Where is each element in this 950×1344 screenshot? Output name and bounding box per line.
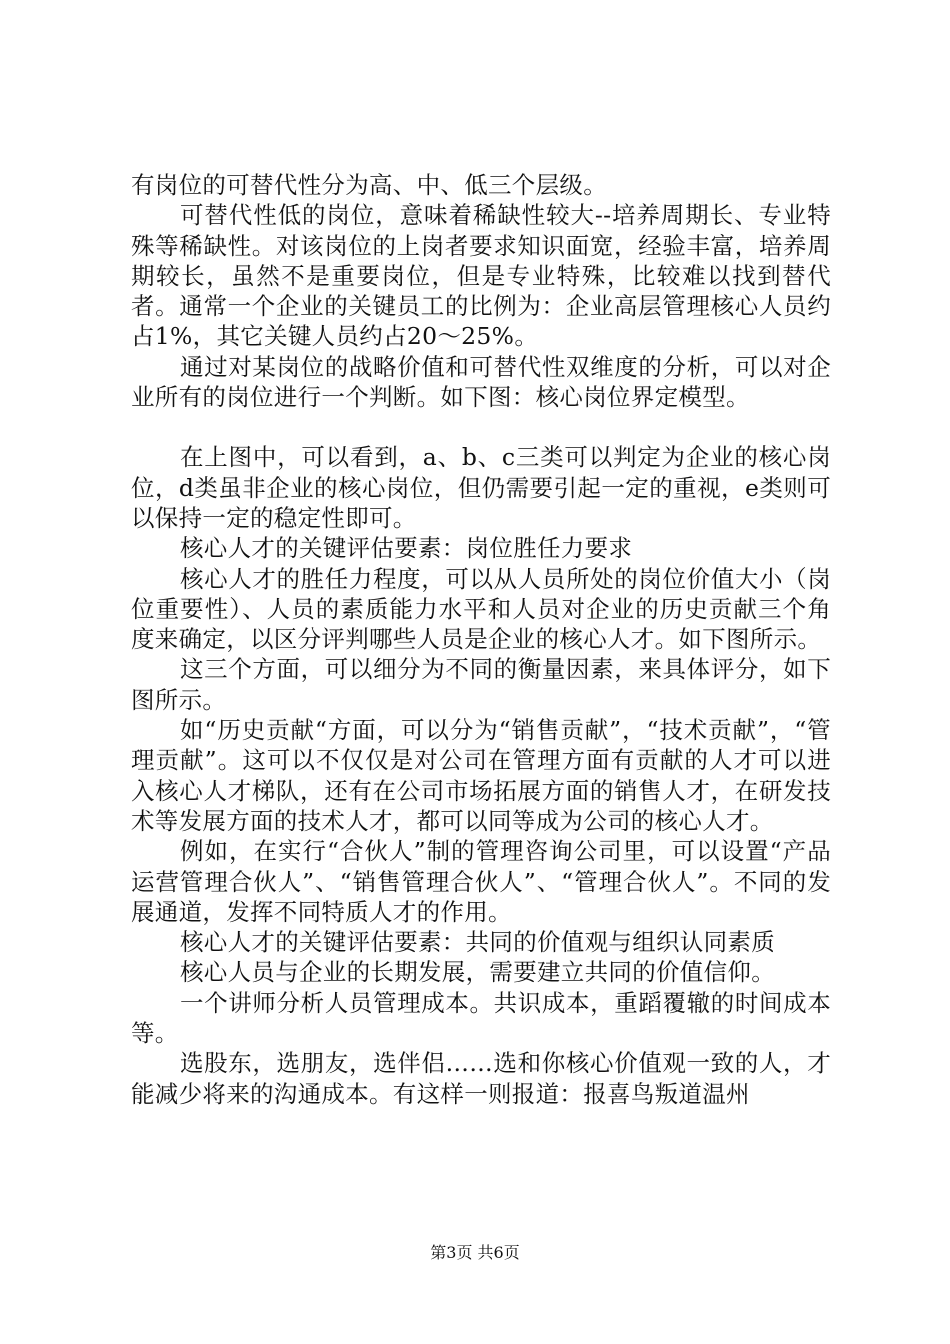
paragraph-8: 例如，在实行“合伙人”制的管理咨询公司里，可以设置“产品运营管理合伙人”、“销售管理合伙人”、“管理合伙人”。不同的发展通道，发挥不同特质人才的作用。 bbox=[131, 837, 831, 926]
section-heading-competency: 核心人才的关键评估要素：岗位胜任力要求 bbox=[180, 534, 633, 563]
section-heading-values: 核心人才的关键评估要素：共同的价值观与组织认同素质 bbox=[180, 928, 775, 957]
paragraph-7: 如“历史贡献“方面，可以分为“销售贡献”，“技术贡献”，“管理贡献”。这可以不仅仅是对公司在管理方面有贡献的人才可以进入核心人才梯队，还有在公司市场拓展方面的销售人才，在研发技术等发展方面的技术人才，都可以同等成为公司的核心人才。 bbox=[131, 716, 831, 835]
paragraph-9: 核心人员与企业的长期发展，需要建立共同的价值信仰。 bbox=[180, 958, 775, 987]
paragraph-11: 选股东，选朋友，选伴侣……选和你核心价值观一致的人，才能减少将来的沟通成本。有这样一则报道：报喜鸟叛道温州 bbox=[131, 1049, 831, 1108]
paragraph-1: 有岗位的可替代性分为高、中、低三个层级。 bbox=[131, 171, 607, 199]
paragraph-6: 这三个方面，可以细分为不同的衡量因素，来具体评分，如下图所示。 bbox=[131, 655, 831, 714]
page-number-footer: 第3页 共6页 bbox=[430, 1243, 520, 1262]
paragraph-3: 通过对某岗位的战略价值和可替代性双维度的分析，可以对企业所有的岗位进行一个判断。如下图：核心岗位界定模型。 bbox=[131, 352, 831, 412]
paragraph-4: 在上图中，可以看到，a、b、c三类可以判定为企业的核心岗位，d类虽非企业的核心岗位，但仍需要引起一定的重视，e类则可以保持一定的稳定性即可。 bbox=[131, 443, 831, 532]
paragraph-10: 一个讲师分析人员管理成本。共识成本，重蹈覆辙的时间成本等。 bbox=[131, 988, 831, 1048]
document-body bbox=[131, 170, 831, 1109]
paragraph-5: 核心人才的胜任力程度，可以从人员所处的岗位价值大小（岗位重要性）、人员的素质能力水平和人员对企业的历史贡献三个角度来确定，以区分评判哪些人员是企业的核心人才。如下图所示。 bbox=[131, 564, 831, 654]
paragraph-2: 可替代性低的岗位，意味着稀缺性较大--培养周期长、专业特殊等稀缺性。对该岗位的上岗者要求知识面宽，经验丰富，培养周期较长，虽然不是重要岗位，但是专业特殊，比较难以找到替代者。通常一个企业的关键员工的比例为：企业高层管理核心人员约占1%，其它关键人员约占20～25%。 bbox=[131, 201, 831, 351]
